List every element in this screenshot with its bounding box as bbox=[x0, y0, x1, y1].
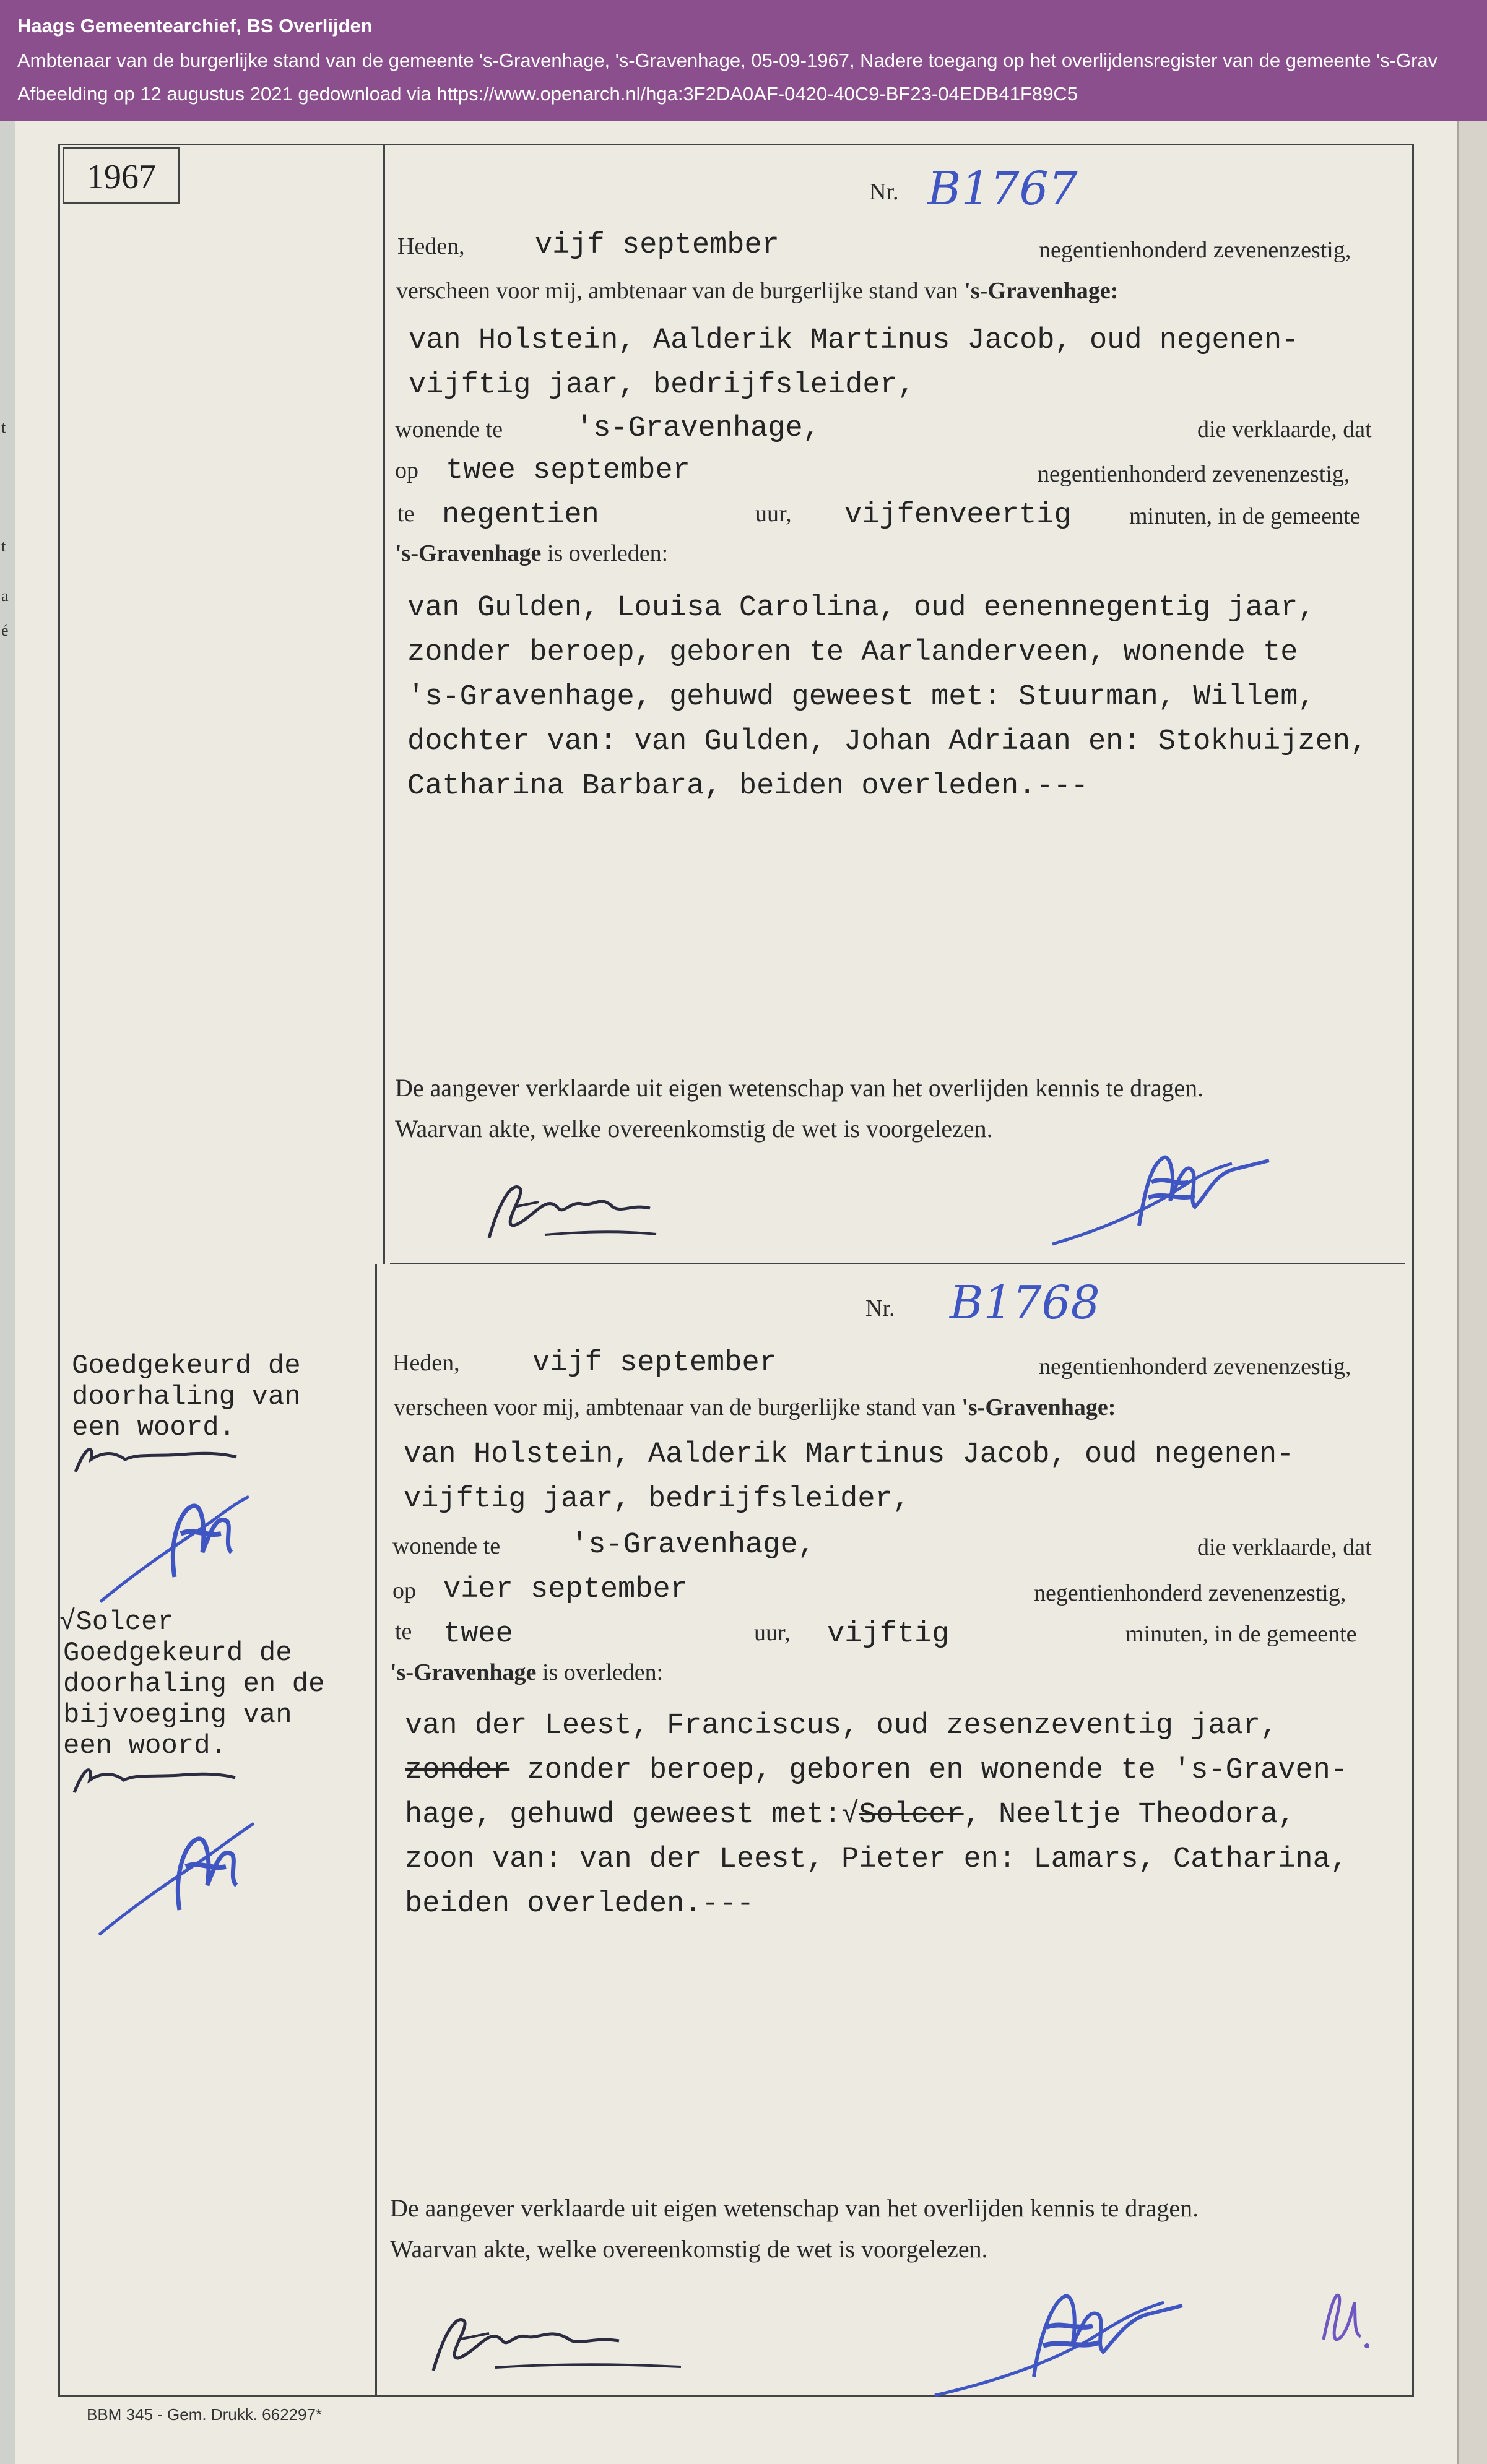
record2-minutes-value: vijftig bbox=[827, 1618, 950, 1651]
margin-note-line: Goedgekeurd de bbox=[63, 1638, 292, 1669]
record2-deceased-text: hage, gehuwd geweest met: bbox=[405, 1799, 842, 1831]
record1-overleden-line bbox=[395, 540, 668, 567]
record1-op-label: op bbox=[395, 457, 418, 483]
margin-note-line: doorhaling van bbox=[72, 1381, 301, 1412]
record1-deceased-line: zonder beroep, geboren te Aarlanderveen, wonende te bbox=[407, 636, 1298, 669]
signature-official bbox=[929, 2253, 1189, 2401]
record2-deceased-line: van der Leest, Franciscus, oud zesenzeventig jaar, bbox=[405, 1710, 1278, 1742]
record1-place-of-death: 's-Gravenhage bbox=[395, 540, 542, 566]
record2-declarant-line: vijftig jaar, bedrijfsleider, bbox=[404, 1483, 910, 1516]
record2-deceased-line: beiden overleden.--- bbox=[405, 1888, 755, 1921]
record2-gemeente: 's-Gravenhage: bbox=[961, 1394, 1116, 1420]
record2-year-words: negentienhonderd zevenenzestig, bbox=[1039, 1354, 1351, 1380]
record2-deceased-text: , Neeltje Theodora, bbox=[963, 1799, 1296, 1831]
record1-declarant-line: vijftig jaar, bedrijfsleider, bbox=[409, 369, 915, 402]
record1-minutes-value: vijfenveertig bbox=[844, 499, 1072, 532]
record2-deceased-line: zoon van: van der Leest, Pieter en: Lamars, Catharina, bbox=[405, 1843, 1348, 1876]
record2-op-year: negentienhonderd zevenenzestig, bbox=[1034, 1580, 1346, 1606]
record1-heden-value: vijf september bbox=[535, 229, 779, 262]
archive-banner bbox=[0, 0, 1487, 121]
record2-wonende-value: 's-Gravenhage, bbox=[571, 1529, 815, 1562]
record2-verscheen-prefix: verscheen voor mij, ambtenaar van de burgerlijke stand van bbox=[394, 1394, 956, 1420]
banner-title: Haags Gemeentearchief, BS Overlijden bbox=[17, 15, 373, 37]
record2-overleden-label: is overleden: bbox=[542, 1659, 664, 1685]
record2-minuten-label: minuten, in de gemeente bbox=[1125, 1621, 1357, 1647]
record1-closing-line: De aangever verklaarde uit eigen wetenschap van het overlijden kennis te dragen. bbox=[395, 1074, 1204, 1102]
margin-fragment: é bbox=[1, 621, 9, 639]
record2-wonende-label: wonende te bbox=[392, 1533, 501, 1559]
record1-te-label: te bbox=[397, 501, 415, 527]
record1-verscheen-line bbox=[396, 277, 1118, 305]
record2-heden-label: Heden, bbox=[392, 1350, 460, 1376]
record2-te-label: te bbox=[395, 1619, 412, 1645]
margin-initials-2 bbox=[68, 1755, 266, 1941]
record1-nr-label: Nr. bbox=[869, 179, 899, 205]
record1-heden-label: Heden, bbox=[397, 233, 465, 259]
margin-fragment: a bbox=[1, 587, 9, 605]
record2-deceased-line bbox=[405, 1754, 1348, 1787]
margin-initials-1 bbox=[69, 1435, 255, 1608]
margin-note-line: een woord. bbox=[72, 1412, 236, 1443]
column-divider bbox=[375, 1264, 377, 2397]
record2-closing-line: Waarvan akte, welke overeenkomstig de wet is voorgelezen. bbox=[390, 2235, 988, 2263]
record1-wonende-label: wonende te bbox=[395, 417, 503, 443]
insert-mark: √ bbox=[841, 1799, 859, 1831]
record2-heden-value: vijf september bbox=[532, 1347, 777, 1380]
record1-hour-value: negentien bbox=[442, 499, 599, 532]
struck-name: Solcer bbox=[859, 1799, 964, 1831]
paraph-mark bbox=[1311, 2278, 1379, 2364]
print-footer: BBM 345 - Gem. Drukk. 662297* bbox=[87, 2405, 323, 2424]
book-binding bbox=[0, 121, 16, 2464]
record2-op-label: op bbox=[392, 1578, 416, 1604]
margin-note-line: bijvoeging van bbox=[63, 1700, 292, 1731]
record1-minuten-label: minuten, in de gemeente bbox=[1129, 503, 1361, 529]
struck-word: zonder bbox=[405, 1754, 510, 1787]
record1-deceased-line: 's-Gravenhage, gehuwd geweest met: Stuurman, Willem, bbox=[407, 681, 1316, 714]
record1-deceased-line: dochter van: van Gulden, Johan Adriaan en: Stokhuijzen, bbox=[407, 725, 1368, 758]
record1-verscheen-prefix: verscheen voor mij, ambtenaar van de burgerlijke stand van bbox=[396, 278, 958, 304]
record1-deceased-line: Catharina Barbara, beiden overleden.--- bbox=[407, 770, 1088, 803]
record1-declarant-line: van Holstein, Aalderik Martinus Jacob, oud negenen- bbox=[409, 324, 1299, 357]
page-edge bbox=[1457, 121, 1487, 2464]
record2-nr-label: Nr. bbox=[865, 1295, 895, 1321]
year-box: 1967 bbox=[63, 147, 180, 204]
record1-overleden-label: is overleden: bbox=[547, 540, 669, 566]
record2-uur-label: uur, bbox=[754, 1620, 791, 1646]
record2-op-value: vier september bbox=[443, 1573, 688, 1606]
record1-wonende-value: 's-Gravenhage, bbox=[576, 412, 820, 445]
record1-gemeente: 's-Gravenhage: bbox=[964, 278, 1119, 304]
insert-mark: √ bbox=[59, 1607, 76, 1638]
margin-note-line: Goedgekeurd de bbox=[72, 1351, 301, 1381]
record2-deceased-line bbox=[405, 1799, 1295, 1831]
banner-description: Ambtenaar van de burgerlijke stand van de gemeente 's-Gravenhage, 's-Gravenhage, 05-09-1967, Nadere toegang op het overlijdensregister van de gemeente 's-Grav bbox=[17, 50, 1438, 71]
record1-op-year: negentienhonderd zevenenzestig, bbox=[1038, 461, 1350, 487]
margin-note-marker bbox=[59, 1607, 174, 1638]
record2-verklaarde: die verklaarde, dat bbox=[1197, 1534, 1372, 1560]
record2-overleden-line bbox=[390, 1659, 663, 1686]
record1-verklaarde: die verklaarde, dat bbox=[1197, 417, 1372, 443]
record1-year-words: negentienhonderd zevenenzestig, bbox=[1039, 237, 1351, 263]
record1-uur-label: uur, bbox=[755, 501, 792, 527]
banner-download-note: Afbeelding op 12 augustus 2021 gedownload via https://www.openarch.nl/hga:3F2DA0AF-0420-40C9-BF23-04EDB41F89C5 bbox=[17, 83, 1078, 105]
record2-nr-value: B1768 bbox=[950, 1276, 1100, 1329]
record1-deceased-line: van Gulden, Louisa Carolina, oud eenennegentig jaar, bbox=[407, 592, 1316, 625]
record2-closing-line: De aangever verklaarde uit eigen wetenschap van het overlijden kennis te dragen. bbox=[390, 2194, 1199, 2222]
record2-declarant-line: van Holstein, Aalderik Martinus Jacob, oud negenen- bbox=[404, 1438, 1294, 1471]
record1-nr-value: B1767 bbox=[927, 162, 1078, 215]
signature-declarant bbox=[477, 1170, 669, 1250]
signature-official bbox=[1046, 1139, 1275, 1250]
margin-fragment: t bbox=[1, 418, 6, 436]
inserted-name: Solcer bbox=[76, 1607, 174, 1638]
record-separator bbox=[390, 1263, 1405, 1264]
record1-closing-line: Waarvan akte, welke overeenkomstig de wet is voorgelezen. bbox=[395, 1115, 993, 1143]
column-divider bbox=[383, 144, 385, 1264]
record2-hour-value: twee bbox=[443, 1618, 513, 1651]
margin-note-line: een woord. bbox=[63, 1731, 227, 1762]
record1-op-value: twee september bbox=[446, 454, 690, 487]
record2-verscheen-line bbox=[394, 1394, 1116, 1421]
signature-declarant bbox=[421, 2302, 693, 2383]
record2-deceased-text: zonder beroep, geboren en wonende te 's-Graven- bbox=[509, 1754, 1348, 1787]
record2-place-of-death: 's-Gravenhage bbox=[390, 1659, 537, 1685]
margin-fragment: t bbox=[1, 537, 6, 555]
margin-note-line: doorhaling en de bbox=[63, 1669, 325, 1700]
